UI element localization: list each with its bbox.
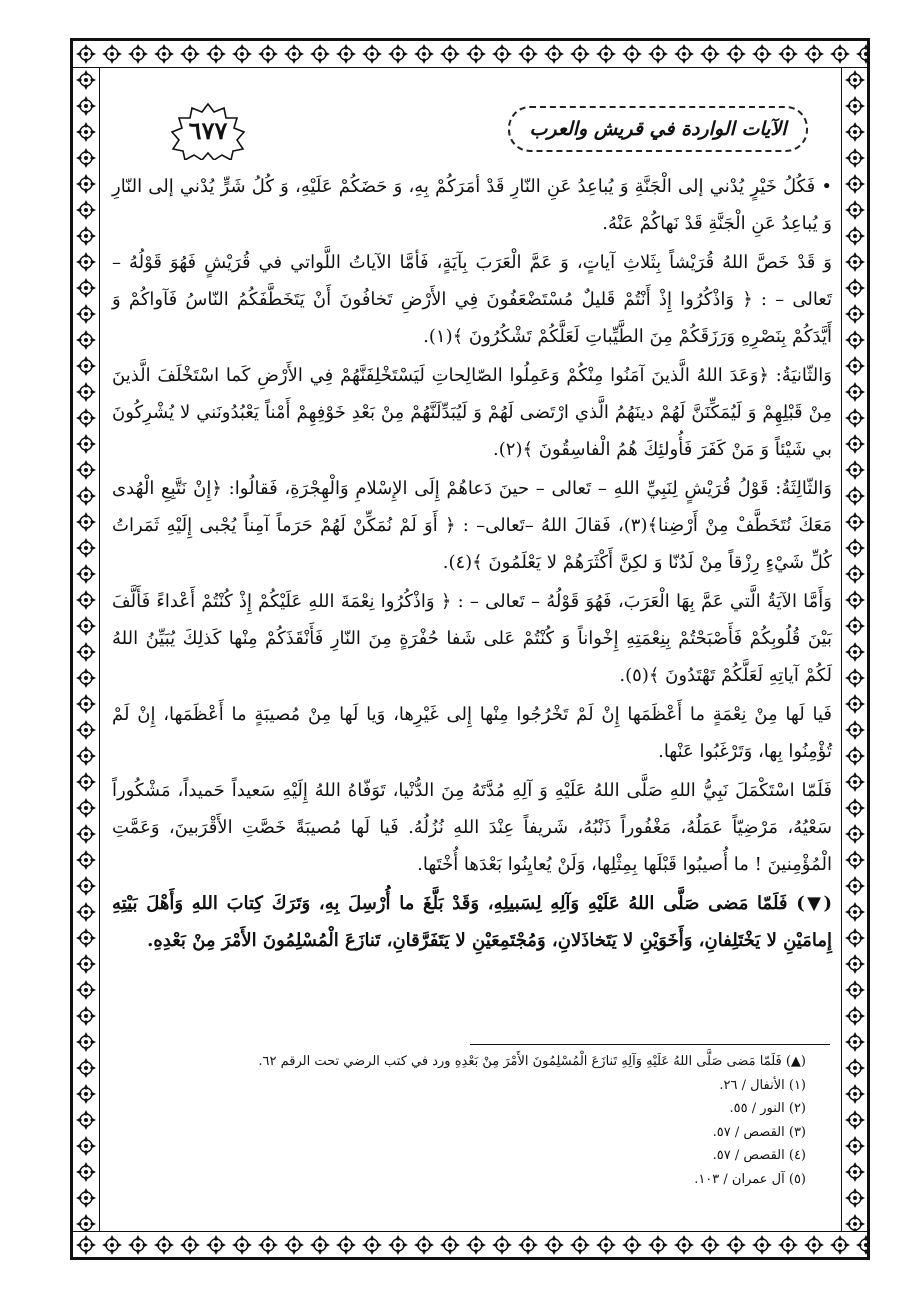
paragraph: فَلَمّا اسْتَكْمَلَ نَبِيُّ اللهِ صَلَّى اللهُ عَلَيْهِ وَ آلِهِ مُدَّتَهُ مِنَ الدُّنْيا، تَوَفّاهُ اللهُ إِلَيْهِ سَعيداً حَميداً، مَشْكُوراً سَعْيُهُ، مَرْضِيّاً عَمَلُهُ، مَغْفُوراً ذَنْبُهُ، شَريفاً عِنْدَ اللهِ نُزُلُهُ. فَيا لَها مُصيبَةً خَصَّتِ الأَقْرَبينَ، وَعَمَّتِ الْمُؤْمِنينَ ! ما أُصيبُوا قَبْلَها بِمِثْلِها، وَلَنْ يُعايِنُوا بَعْدَها أُخْتَها. bbox=[112, 780, 832, 875]
page-number-badge bbox=[158, 100, 258, 160]
footnote: (١) الأنفال / ٢٦. bbox=[719, 1077, 806, 1093]
paragraph: فَيا لَها مِنْ نِعْمَةٍ ما أَعْظَمَها إِنْ لَمْ تَخْرُجُوا مِنْها إِلى غَيْرِها، وَيا لَها مِنْ مُصيبَةٍ ما أَعْظَمَها، إِنْ لَمْ تُؤْمِنُوا بِها، وَتَرْغَبُوا عَنْها. bbox=[112, 704, 832, 762]
floral-border-right bbox=[841, 67, 868, 1231]
paragraph: وَالثّانيَةُ: ﴿وَعَدَ اللهُ الَّذينَ آمَنُوا مِنْكُمْ وَعَمِلُوا الصّالِحاتِ لَيَسْتَخْلِفَنَّهُمْ فِي الأَرْضِ كَما اسْتَخْلَفَ الَّذينَ مِنْ قَبْلِهِمْ وَ لَيُمَكِّنَنَّ لَهُمْ دينَهُمُ الَّذي ارْتَضى لَهُمْ وَ لَيُبَدِّلَنَّهُمْ مِنْ بَعْدِ خَوْفِهِمْ أَمْناً يَعْبُدُونَني لا يُشْرِكُونَ بي شَيْئاً وَ مَنْ كَفَرَ فَأُولئِكَ هُمُ الْفاسِقُونَ ﴾(٢). bbox=[112, 365, 832, 460]
footnote: (٣) القصص / ٥٧. bbox=[712, 1124, 806, 1140]
footnote: (٥) آل عمران / ١٠٣. bbox=[694, 1171, 806, 1187]
footnote: (٤) القصص / ٥٧. bbox=[712, 1148, 806, 1163]
footnotes bbox=[186, 1050, 806, 1191]
main-text bbox=[112, 168, 832, 959]
chapter-title: الآيات الواردة في قريش والعرب bbox=[508, 106, 808, 152]
footnote-divider bbox=[470, 1044, 830, 1045]
floral-border-bottom bbox=[73, 1231, 867, 1258]
page-number: ٦٧٧ bbox=[188, 115, 228, 145]
paragraph: وَ قَدْ خَصَّ اللهُ قُرَيْشاً بِثَلاثِ آياتٍ، وَ عَمَّ الْعَرَبَ بِآيَةٍ، فَأمَّا الآياتُ اللَّواتي في قُرَيْشٍ فَهُوَ قَوْلُهُ – تَعالى – : ﴿ وَاذْكُرُوا إِذْ أَنْتُمْ قَليلٌ مُسْتَضْعَفُونَ فِي الأَرْضِ تَخافُونَ أَنْ يَتَخَطَّفَكُمُ النّاسُ فَآواكُمْ وَ أَيَّدَكُمْ بِنَصْرِهِ وَرَزَقَكُمْ مِنَ الطَّيِّباتِ لَعَلَّكُمْ تَشْكُرُونَ ﴾(١). bbox=[112, 252, 832, 347]
footnote: (▲) فَلَمّا مَضى صَلَّى اللهُ عَلَيْهِ وَآلِهِ تَنازَعَ الْمُسْلِمُونَ الأَمْرَ مِنْ بَعْدِهِ ورد في كتب الرضي تحت الرقم ٦٢. bbox=[258, 1054, 806, 1069]
paragraph: (▼) فَلَمّا مَضى صَلَّى اللهُ عَلَيْهِ وَآلِهِ لِسَبيلِهِ، وَقَدْ بَلَّغَ ما أُرْسِلَ بِهِ، وَتَرَكَ كِتابَ اللهِ وَأَهْلَ بَيْتِهِ إِمامَيْنِ لا يَخْتَلِفانِ، وَأَخَوَيْنِ لا يَتَخاذَلانِ، وَمُجْتَمِعَيْنِ لا يَتَفَرَّقانِ، تَنازَعَ الْمُسْلِمُونَ الأَمْرَ مِنْ بَعْدِهِ. bbox=[112, 893, 832, 951]
footnote: (٢) النور / ٥٥. bbox=[729, 1101, 806, 1116]
paragraph: • فَكُلُ خَيْرٍ يُدْني إلى الْجَنَّةِ وَ يُباعِدُ عَنِ النّارِ قَدْ أمَرَكُمْ بِهِ، وَ حَضَكُمْ عَلَيْهِ، وَ كُلُ شَرٍّ يُدْني إلى النّارِ وَ يُباعِدُ عَنِ الْجَنَّةِ قَدْ نَهاكُمْ عَنْهُ. bbox=[112, 176, 832, 234]
floral-border-top bbox=[73, 41, 867, 68]
paragraph: وَأَمَّا الآيَةُ الَّتي عَمَّ بِهَا الْعَرَبَ، فَهُوَ قَوْلُهُ – تَعالى – : ﴿ وَاذْكُرُوا نِعْمَةَ اللهِ عَلَيْكُمْ إِذْ كُنْتُمْ أَعْداءً فَأَلَّفَ بَيْنَ قُلُوبِكُمْ فَأَصْبَحْتُمْ بِنِعْمَتِهِ إِخْواناً وَ كُنْتُمْ عَلى شَفا حُفْرَةٍ مِنَ النّارِ فَأَنْقَذَكُمْ مِنْها كَذلِكَ يُبَيِّنُ اللهُ لَكُمْ آياتِهِ لَعَلَّكُمْ تَهْتَدُونَ ﴾(٥). bbox=[112, 591, 832, 686]
paragraph: وَالثّالِثَةُ: قَوْلُ قُرَيْشٍ لِنَبِيِّ اللهِ – تَعالى – حينَ دَعاهُمْ إِلَى الإِسْلامِ وَالْهِجْرَةِ، فَقالُوا: ﴿إِنْ نَتَّبِعِ الْهُدى مَعَكَ نُتَخَطَّفْ مِنْ أَرْضِنا﴾(٣)، فَقالَ اللهُ –تَعالى– : ﴿ أَوَ لَمْ نُمَكِّنْ لَهُمْ حَرَماً آمِناً يُجْبى إِلَيْهِ ثَمَراتُ كُلِّ شَيْءٍ رِزْقاً مِنْ لَدُنّا وَ لكِنَّ أَكْثَرَهُمْ لا يَعْلَمُونَ ﴾(٤). bbox=[112, 478, 832, 573]
floral-border-left bbox=[73, 67, 100, 1231]
